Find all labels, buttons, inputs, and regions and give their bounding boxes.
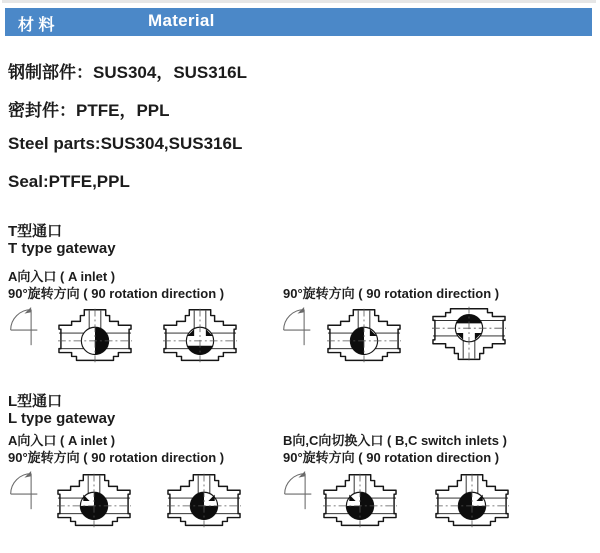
l-left-caption-line2: 90°旋转方向 ( 90 rotation direction ) <box>8 450 225 465</box>
t-right-caption-line1: 90°旋转方向 ( 90 rotation direction ) <box>283 286 500 301</box>
l-left-caption-line1: A向入口 ( A inlet ) <box>8 433 116 448</box>
t-valve-diagram-a-inlet <box>58 307 132 366</box>
rotation-90-arrow-icon <box>282 470 314 512</box>
seal-line-en: Seal:PTFE,PPL <box>8 172 130 191</box>
t-left-caption-line2: 90°旋转方向 ( 90 rotation direction ) <box>8 286 225 301</box>
section-header-bar <box>5 8 592 36</box>
l-valve-diagram-a-inlet <box>57 472 131 531</box>
t-valve-diagram-inverted <box>432 306 506 365</box>
t-section-title-en: T type gateway <box>8 240 116 257</box>
l-section-title-zh: L型通口 <box>8 393 63 410</box>
t-left-caption-line1: A向入口 ( A inlet ) <box>8 269 116 284</box>
rotation-90-arrow-icon <box>8 306 40 348</box>
header-title-en: Material <box>148 11 215 30</box>
steel-parts-line-en: Steel parts:SUS304,SUS316L <box>8 134 243 153</box>
t-valve-diagram-left-open <box>327 307 401 366</box>
rotation-90-arrow-icon <box>8 470 40 512</box>
l-right-caption-line1: B向,C向切换入口 ( B,C switch inlets ) <box>283 433 507 448</box>
t-section-title-zh: T型通口 <box>8 223 63 240</box>
t-valve-diagram-rotated <box>163 307 237 366</box>
rotation-90-arrow-icon <box>281 306 313 348</box>
steel-parts-line-zh: 钢制部件：SUS304，SUS316L <box>8 63 248 82</box>
l-valve-diagram-bc-rotated <box>435 472 509 531</box>
l-valve-diagram-rotated <box>167 472 241 531</box>
header-title-zh: 材 料 <box>18 17 55 34</box>
l-section-title-en: L type gateway <box>8 410 116 427</box>
l-valve-diagram-bc-inlet <box>323 472 397 531</box>
page-top-edge <box>2 0 596 3</box>
seal-line-zh: 密封件：PTFE，PPL <box>8 101 170 120</box>
l-right-caption-line2: 90°旋转方向 ( 90 rotation direction ) <box>283 450 500 465</box>
